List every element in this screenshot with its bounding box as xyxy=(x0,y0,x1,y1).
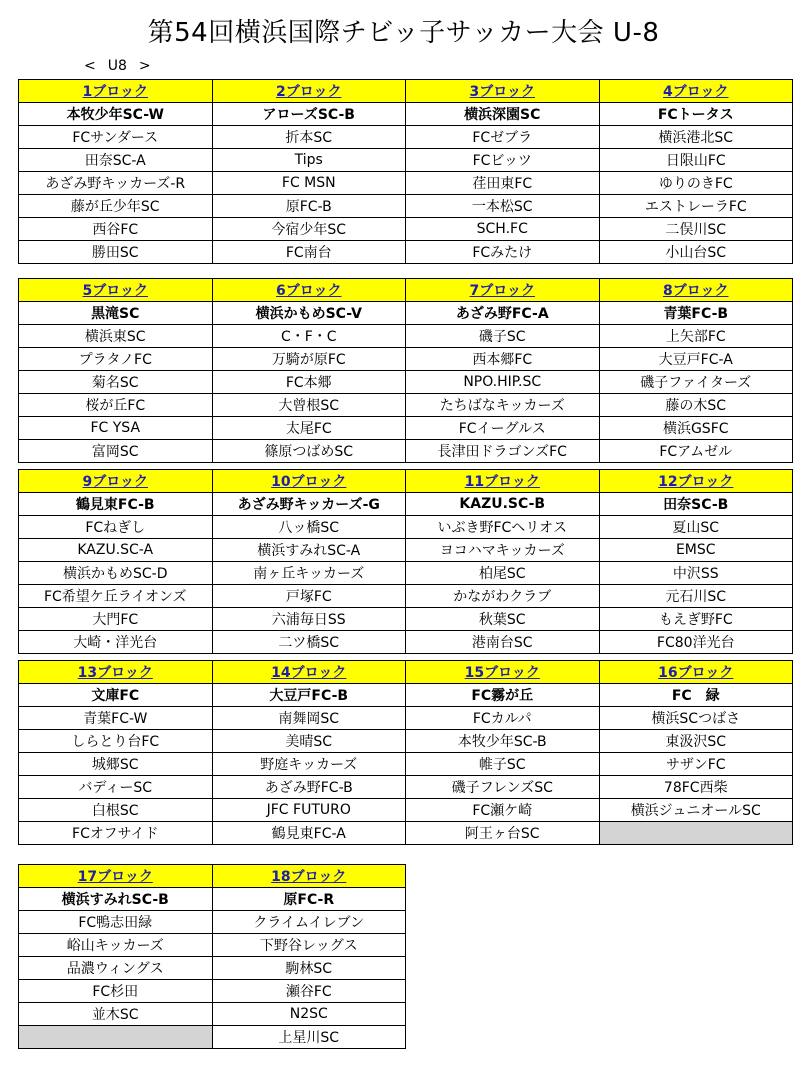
team-cell: FC瀬ケ崎 xyxy=(406,799,600,822)
block-table xyxy=(18,660,793,845)
team-cell: 藤の木SC xyxy=(599,394,793,417)
team-cell: 磯子フレンズSC xyxy=(406,776,600,799)
team-cell: 品濃ウィングス xyxy=(19,957,213,980)
team-cell: FC MSN xyxy=(212,172,406,195)
category-left-bracket: < xyxy=(84,58,96,74)
seed-team-cell: 黒滝SC xyxy=(19,302,213,325)
team-cell: 南舞岡SC xyxy=(212,707,406,730)
seed-team-cell: アローズSC-B xyxy=(212,103,406,126)
block-header-cell xyxy=(599,470,793,493)
block-link[interactable]: 4ブロック xyxy=(663,84,729,100)
table-row xyxy=(19,126,793,149)
team-cell: FCカルパ xyxy=(406,707,600,730)
table-row xyxy=(19,562,793,585)
table-row xyxy=(19,585,793,608)
block-link[interactable]: 2ブロック xyxy=(276,84,342,100)
block-header-row xyxy=(19,865,406,888)
team-cell: 磯子ファイターズ xyxy=(599,371,793,394)
team-cell: 阿王ヶ台SC xyxy=(406,822,600,845)
team-cell: FCみたけ xyxy=(406,241,600,264)
team-cell: FC80洋光台 xyxy=(599,631,793,654)
team-cell: 夏山SC xyxy=(599,516,793,539)
block-link[interactable]: 9ブロック xyxy=(82,474,148,490)
team-cell: FCゼブラ xyxy=(406,126,600,149)
table-row xyxy=(19,516,793,539)
team-cell: 西谷FC xyxy=(19,218,213,241)
table-row xyxy=(19,325,793,348)
table-row xyxy=(19,608,793,631)
team-cell: 横浜東SC xyxy=(19,325,213,348)
team-cell: FCサンダース xyxy=(19,126,213,149)
team-cell: FCアムゼル xyxy=(599,440,793,463)
team-cell: 長津田ドラゴンズFC xyxy=(406,440,600,463)
table-row xyxy=(19,822,793,845)
team-cell: 野庭キッカーズ xyxy=(212,753,406,776)
team-cell: 西本郷FC xyxy=(406,348,600,371)
seed-team-cell: KAZU.SC-B xyxy=(406,493,600,516)
team-cell: 日限山FC xyxy=(599,149,793,172)
category-label xyxy=(78,58,157,74)
empty-cell xyxy=(19,1026,213,1049)
team-cell: 横浜すみれSC-A xyxy=(212,539,406,562)
block-table xyxy=(18,278,793,463)
block-link[interactable]: 15ブロック xyxy=(464,665,540,681)
table-row xyxy=(19,631,793,654)
table-row xyxy=(19,149,793,172)
team-cell: たちばなキッカーズ xyxy=(406,394,600,417)
team-cell: FCイーグルス xyxy=(406,417,600,440)
team-cell: 六浦毎日SS xyxy=(212,608,406,631)
team-cell: 田奈SC-A xyxy=(19,149,213,172)
block-header-cell xyxy=(406,470,600,493)
team-cell: 美晴SC xyxy=(212,730,406,753)
team-cell: 戸塚FC xyxy=(212,585,406,608)
team-cell: 横浜ジュニオールSC xyxy=(599,799,793,822)
block-link[interactable]: 5ブロック xyxy=(82,283,148,299)
table-row xyxy=(19,911,406,934)
table-row xyxy=(19,707,793,730)
team-cell: 大曾根SC xyxy=(212,394,406,417)
table-row xyxy=(19,417,793,440)
seed-team-cell: 鶴見東FC-B xyxy=(19,493,213,516)
block-header-cell xyxy=(19,279,213,302)
table-row xyxy=(19,348,793,371)
seed-team-cell: 文庫FC xyxy=(19,684,213,707)
seed-team-cell: 横浜かもめSC-V xyxy=(212,302,406,325)
team-cell: 横浜港北SC xyxy=(599,126,793,149)
team-cell: 青葉FC-W xyxy=(19,707,213,730)
table-row xyxy=(19,440,793,463)
team-cell: 原FC-B xyxy=(212,195,406,218)
team-cell: 南ヶ丘キッカーズ xyxy=(212,562,406,585)
team-cell: 78FC西柴 xyxy=(599,776,793,799)
team-cell: 柏尾SC xyxy=(406,562,600,585)
seed-team-cell: あざみ野キッカーズ-G xyxy=(212,493,406,516)
team-cell: 万騎が原FC xyxy=(212,348,406,371)
team-cell: 菊名SC xyxy=(19,371,213,394)
team-cell: FCオフサイド xyxy=(19,822,213,845)
team-cell: 一本松SC xyxy=(406,195,600,218)
table-row xyxy=(19,302,793,325)
block-link[interactable]: 17ブロック xyxy=(77,869,153,885)
team-cell: 城郷SC xyxy=(19,753,213,776)
block-header-cell xyxy=(19,865,213,888)
block-header-cell xyxy=(599,80,793,103)
team-cell: 横浜GSFC xyxy=(599,417,793,440)
team-cell: 大崎・洋光台 xyxy=(19,631,213,654)
block-link[interactable]: 18ブロック xyxy=(271,869,347,885)
team-cell: 磯子SC xyxy=(406,325,600,348)
table-row xyxy=(19,799,793,822)
block-link[interactable]: 12ブロック xyxy=(658,474,734,490)
team-cell: 八ッ橋SC xyxy=(212,516,406,539)
block-link[interactable]: 1ブロック xyxy=(82,84,148,100)
team-cell: 桜が丘FC xyxy=(19,394,213,417)
table-row xyxy=(19,493,793,516)
team-cell: FCビッツ xyxy=(406,149,600,172)
block-link[interactable]: 14ブロック xyxy=(271,665,347,681)
block-header-row xyxy=(19,80,793,103)
team-cell: NPO.HIP.SC xyxy=(406,371,600,394)
team-cell: 大豆戸FC-A xyxy=(599,348,793,371)
table-row xyxy=(19,934,406,957)
team-cell: 富岡SC xyxy=(19,440,213,463)
block-link[interactable]: 7ブロック xyxy=(469,283,535,299)
table-row xyxy=(19,241,793,264)
block-header-cell xyxy=(19,80,213,103)
block-header-cell xyxy=(406,80,600,103)
team-cell: 帷子SC xyxy=(406,753,600,776)
team-cell: あざみ野キッカーズ-R xyxy=(19,172,213,195)
team-cell: ゆりのきFC xyxy=(599,172,793,195)
team-cell: FC希望ケ丘ライオンズ xyxy=(19,585,213,608)
team-cell: 荏田東FC xyxy=(406,172,600,195)
block-header-cell xyxy=(212,279,406,302)
block-link[interactable]: 13ブロック xyxy=(77,665,153,681)
team-cell: FC南台 xyxy=(212,241,406,264)
team-cell: 上矢部FC xyxy=(599,325,793,348)
block-header-cell xyxy=(212,661,406,684)
empty-cell xyxy=(599,822,793,845)
team-cell: しらとり台FC xyxy=(19,730,213,753)
table-row xyxy=(19,980,406,1003)
category-value: U8 xyxy=(107,58,127,74)
page-title: 第54回横浜国際チビッ子サッカー大会 U-8 xyxy=(147,18,660,48)
team-cell: いぶき野FCヘリオス xyxy=(406,516,600,539)
team-cell: FCねぎし xyxy=(19,516,213,539)
team-cell: かながわクラブ xyxy=(406,585,600,608)
team-cell: 中沢SS xyxy=(599,562,793,585)
block-link[interactable]: 6ブロック xyxy=(276,283,342,299)
team-cell: 秋葉SC xyxy=(406,608,600,631)
seed-team-cell: 横浜深園SC xyxy=(406,103,600,126)
team-cell: 元石川SC xyxy=(599,585,793,608)
team-cell: 二俣川SC xyxy=(599,218,793,241)
block-header-cell xyxy=(406,279,600,302)
block-table xyxy=(18,469,793,654)
table-row xyxy=(19,394,793,417)
team-cell: 横浜SCつばさ xyxy=(599,707,793,730)
block-header-row xyxy=(19,279,793,302)
team-cell: サザンFC xyxy=(599,753,793,776)
block-header-cell xyxy=(19,661,213,684)
table-row xyxy=(19,888,406,911)
block-link[interactable]: 11ブロック xyxy=(464,474,540,490)
team-cell: EMSC xyxy=(599,539,793,562)
table-row xyxy=(19,218,793,241)
seed-team-cell: あざみ野FC-A xyxy=(406,302,600,325)
team-cell: 横浜かもめSC-D xyxy=(19,562,213,585)
table-row xyxy=(19,103,793,126)
block-table xyxy=(18,79,793,264)
table-row xyxy=(19,195,793,218)
team-cell: 篠原つばめSC xyxy=(212,440,406,463)
team-cell: 駒林SC xyxy=(212,957,406,980)
table-row xyxy=(19,172,793,195)
team-cell: SCH.FC xyxy=(406,218,600,241)
team-cell: バディーSC xyxy=(19,776,213,799)
table-row xyxy=(19,1026,406,1049)
team-cell: 藤が丘少年SC xyxy=(19,195,213,218)
table-row xyxy=(19,957,406,980)
table-row xyxy=(19,371,793,394)
team-cell: 峪山キッカーズ xyxy=(19,934,213,957)
table-row xyxy=(19,1003,406,1026)
team-cell: JFC FUTURO xyxy=(212,799,406,822)
team-cell: 瀬谷FC xyxy=(212,980,406,1003)
block-table xyxy=(18,864,406,1049)
team-cell: FC本郷 xyxy=(212,371,406,394)
team-cell: FC YSA xyxy=(19,417,213,440)
seed-team-cell: 大豆戸FC-B xyxy=(212,684,406,707)
team-cell: 並木SC xyxy=(19,1003,213,1026)
seed-team-cell: 田奈SC-B xyxy=(599,493,793,516)
team-cell: 東汲沢SC xyxy=(599,730,793,753)
team-cell: もえぎ野FC xyxy=(599,608,793,631)
team-cell: KAZU.SC-A xyxy=(19,539,213,562)
team-cell: 港南台SC xyxy=(406,631,600,654)
table-row xyxy=(19,684,793,707)
block-header-cell xyxy=(212,80,406,103)
team-cell: C・F・C xyxy=(212,325,406,348)
team-cell: 小山台SC xyxy=(599,241,793,264)
block-header-row xyxy=(19,470,793,493)
team-cell: 二ツ橋SC xyxy=(212,631,406,654)
team-cell: 太尾FC xyxy=(212,417,406,440)
block-header-cell xyxy=(406,661,600,684)
category-right-bracket: > xyxy=(138,58,151,74)
team-cell: Tips xyxy=(212,149,406,172)
seed-team-cell: 青葉FC-B xyxy=(599,302,793,325)
team-cell: 今宿少年SC xyxy=(212,218,406,241)
table-row xyxy=(19,539,793,562)
block-link[interactable]: 10ブロック xyxy=(271,474,347,490)
team-cell: 上星川SC xyxy=(212,1026,406,1049)
seed-team-cell: FC霧が丘 xyxy=(406,684,600,707)
block-header-cell xyxy=(19,470,213,493)
seed-team-cell: 本牧少年SC-W xyxy=(19,103,213,126)
team-cell: 勝田SC xyxy=(19,241,213,264)
team-cell: FC鴨志田緑 xyxy=(19,911,213,934)
team-cell: クライムイレブン xyxy=(212,911,406,934)
seed-team-cell: 横浜すみれSC-B xyxy=(19,888,213,911)
team-cell: 大門FC xyxy=(19,608,213,631)
table-row xyxy=(19,730,793,753)
block-link[interactable]: 16ブロック xyxy=(658,665,734,681)
seed-team-cell: FCトータス xyxy=(599,103,793,126)
block-header-cell xyxy=(599,279,793,302)
block-header-row xyxy=(19,661,793,684)
team-cell: プラタノFC xyxy=(19,348,213,371)
block-header-cell xyxy=(599,661,793,684)
team-cell: ヨコハマキッカーズ xyxy=(406,539,600,562)
team-cell: 白根SC xyxy=(19,799,213,822)
team-cell: FC杉田 xyxy=(19,980,213,1003)
team-cell: 折本SC xyxy=(212,126,406,149)
team-cell: あざみ野FC-B xyxy=(212,776,406,799)
team-cell: エストレーラFC xyxy=(599,195,793,218)
team-cell: N2SC xyxy=(212,1003,406,1026)
block-header-cell xyxy=(212,470,406,493)
team-cell: 鶴見東FC-A xyxy=(212,822,406,845)
team-cell: 下野谷レッグス xyxy=(212,934,406,957)
seed-team-cell: 原FC-R xyxy=(212,888,406,911)
block-link[interactable]: 3ブロック xyxy=(469,84,535,100)
table-row xyxy=(19,776,793,799)
block-header-cell xyxy=(212,865,406,888)
block-link[interactable]: 8ブロック xyxy=(663,283,729,299)
team-cell: 本牧少年SC-B xyxy=(406,730,600,753)
seed-team-cell: FC 緑 xyxy=(599,684,793,707)
table-row xyxy=(19,753,793,776)
